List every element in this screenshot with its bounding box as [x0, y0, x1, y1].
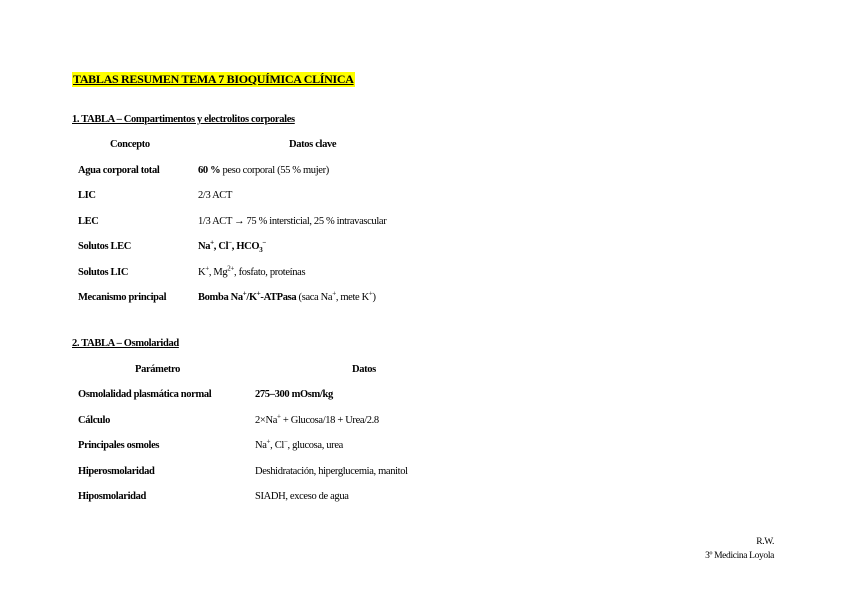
- row-value: Deshidratación, hiperglucemia, manitol: [255, 466, 408, 477]
- table1-col1-header: Concepto: [110, 139, 150, 150]
- row-value: K+, $Mg^{2+}$, fosfato, proteínas: [198, 264, 306, 278]
- footer-initials: R.W.: [756, 537, 774, 547]
- row-value: 2×Na+ + Glucosa/18 + Urea/2.8: [255, 412, 379, 426]
- row-value: 275–300 mOsm/kg: [255, 389, 333, 400]
- row-value: 2/3 ACT: [198, 190, 233, 201]
- row-value: Bomba Na+/K+-ATPasa (saca Na+, mete K+): [198, 289, 376, 303]
- row-label: Agua corporal total: [78, 165, 160, 176]
- row-label: Mecanismo principal: [78, 292, 167, 303]
- row-label: Solutos LEC: [78, 241, 132, 252]
- table2-heading: 2. TABLA – Osmolaridad: [72, 338, 179, 349]
- table1-col2-header: Datos clave: [289, 139, 337, 150]
- row-label: Hiperosmolaridad: [78, 466, 155, 477]
- row-value: Na+, Cl−, glucosa, urea: [255, 437, 343, 451]
- table1-heading: 1. TABLA – Compartimentos y electrolitos corporales: [72, 114, 295, 125]
- row-label: Solutos LIC: [78, 267, 129, 278]
- table2-col1-header: Parámetro: [135, 364, 181, 375]
- row-value: SIADH, exceso de agua: [255, 491, 349, 502]
- document-title: TABLAS RESUMEN TEMA 7 BIOQUÍMICA CLÍNICA: [73, 72, 354, 86]
- footer-course: 3º Medicina Loyola: [705, 551, 774, 561]
- row-label: Hiposmolaridad: [78, 491, 147, 502]
- row-value: Na+, Cl−, $HCO_3^-$: [198, 238, 266, 255]
- row-label: Principales osmoles: [78, 440, 160, 451]
- row-label: Osmolalidad plasmática normal: [78, 389, 212, 400]
- row-label: LIC: [78, 190, 96, 201]
- row-value: 60 % peso corporal (55 % mujer): [198, 165, 329, 176]
- row-value: 1/3 ACT → 75 % intersticial, 25 % intravascular: [198, 216, 387, 227]
- row-label: LEC: [78, 216, 99, 227]
- row-label: Cálculo: [78, 415, 110, 426]
- table2-col2-header: Datos: [352, 364, 376, 375]
